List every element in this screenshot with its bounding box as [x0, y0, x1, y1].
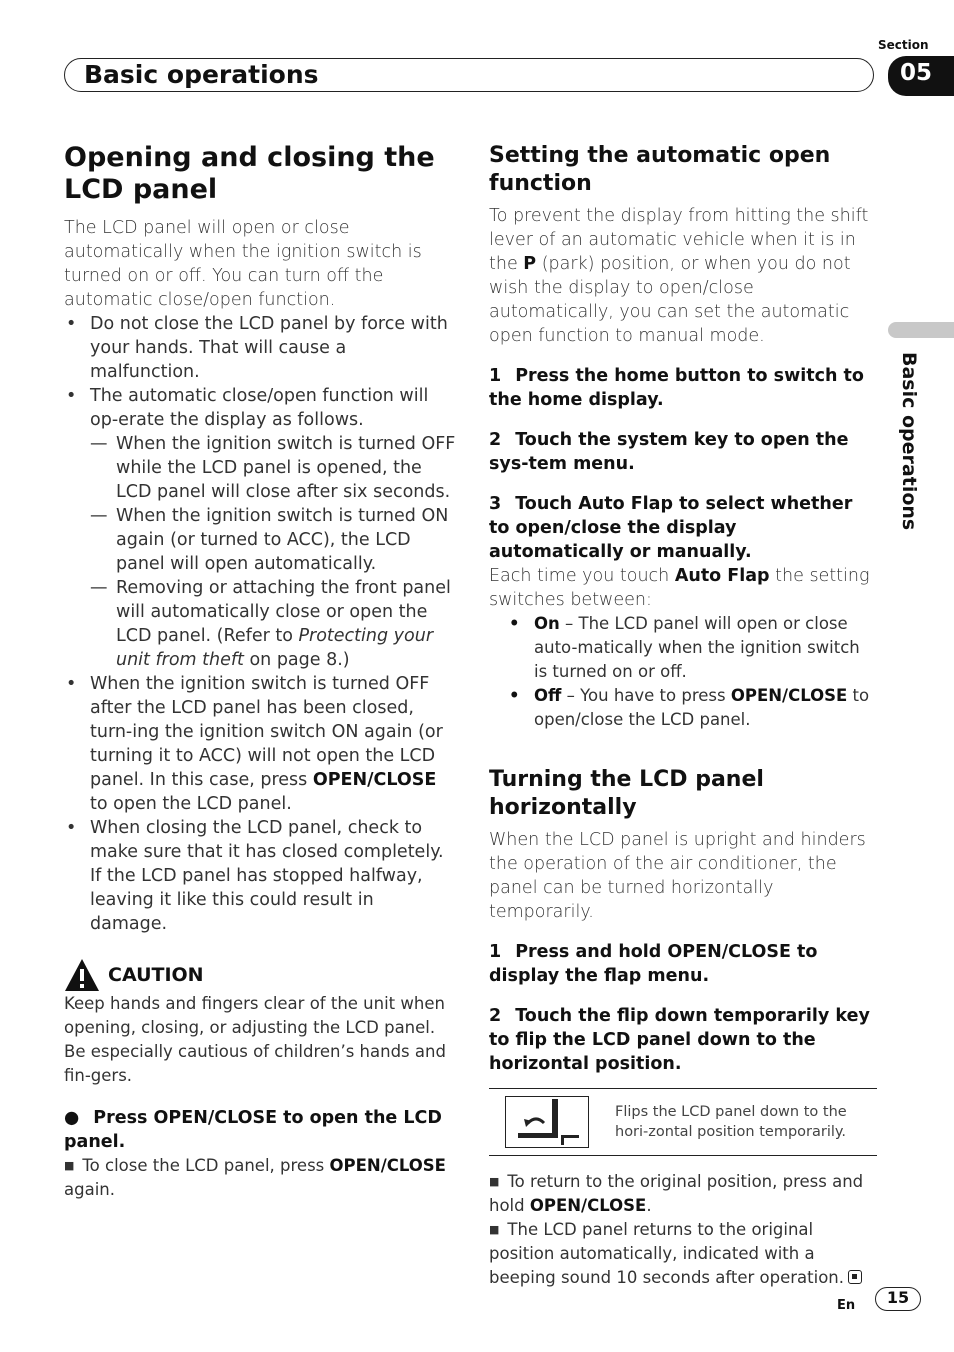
page-number: 15 [875, 1287, 921, 1311]
key-description: Flips the LCD panel down to the hori-zontal position temporarily. [615, 1104, 847, 1140]
option-on [489, 612, 877, 684]
list-item: • When closing the LCD panel, check to make sure that it has closed completely. If the LCD panel has stopped halfway, leaving it like this could result in damage. [64, 816, 456, 936]
text: Each time you touch [489, 566, 675, 586]
cross-reference-link[interactable]: Protecting your unit from theft [116, 626, 434, 670]
step-1 [489, 364, 877, 412]
step-2 [489, 1004, 877, 1076]
step-number: 2 [489, 430, 502, 450]
bullet-list [64, 312, 456, 936]
page-title: Basic operations [84, 60, 319, 89]
step-number: 2 [489, 1006, 502, 1026]
park-label: P [523, 254, 537, 274]
heading-opening-closing: Opening and closing the LCD panel [64, 142, 435, 205]
step-text: Press and hold OPEN/CLOSE to display the flap menu. [489, 942, 818, 986]
option-off [489, 684, 877, 732]
note-text: To close the LCD panel, press [82, 1156, 330, 1175]
list-item-text: When the ignition switch is turned OFF after the LCD panel has been closed, turn-ing the ignition switch ON again (or turning it to ACC) will not open the LCD panel. In this case, press [90, 674, 443, 790]
dash-item [90, 576, 456, 672]
key-table [489, 1088, 877, 1156]
step-text: Touch Auto Flap to select whether to open/close the display automatically or manually. [489, 494, 853, 562]
section-number: 05 [888, 56, 954, 96]
key-name: OPEN/CLOSE [529, 1196, 647, 1215]
note-auto-return [489, 1218, 877, 1290]
option-text: – You have to press [561, 686, 731, 705]
dash-item: — When the ignition switch is turned ON again (or turned to ACC), the LCD panel will open automatically. [90, 504, 456, 576]
step-text: Touch the flip down temporarily key to flip the LCD panel down to the horizontal position. [489, 1006, 870, 1074]
dash-item-text: on page 8.) [243, 650, 350, 670]
note-close-lcd [64, 1154, 456, 1202]
list-item [64, 384, 456, 672]
step-text: Press OPEN/CLOSE to open the LCD panel. [64, 1108, 442, 1152]
caution-title: CAUTION [108, 964, 204, 986]
dash-list [90, 432, 456, 672]
step-number: 3 [489, 494, 502, 514]
square-bullet-icon: ■ [489, 1175, 500, 1188]
step-marker: ● [64, 1108, 80, 1128]
side-tab-label: Basic operations [898, 352, 920, 531]
side-tab-marker [888, 322, 954, 338]
note-text: again. [64, 1180, 115, 1199]
language-label: En [837, 1298, 856, 1313]
list-item-text: The automatic close/open function will op-erate the display as follows. [90, 386, 429, 430]
step-text: Press the home button to switch to the home display. [489, 366, 864, 410]
key-name: OPEN/CLOSE [312, 770, 437, 790]
step-number: 1 [489, 366, 502, 386]
step-1 [489, 940, 877, 988]
option-text: – The LCD panel will open or close auto-matically when the ignition switch is turned on or off. [534, 614, 860, 681]
list-item [64, 672, 456, 816]
note-text: The LCD panel returns to the original position automatically, indicated with a beeping sound 10 seconds after operation. [489, 1220, 845, 1287]
square-bullet-icon: ■ [64, 1159, 75, 1172]
option-label: Off [534, 686, 562, 705]
step-number: 1 [489, 942, 502, 962]
caution-text: Keep hands and fingers clear of the unit when opening, closing, or adjusting the LCD panel. Be especially cautious of children’s hands and fin-gers. [64, 994, 446, 1085]
note-text: To return to the original position, press and hold [489, 1172, 864, 1215]
square-bullet-icon: ■ [489, 1223, 500, 1236]
auto-flap-explanation [489, 564, 877, 612]
heading-auto-open: Setting the automatic open function [489, 143, 831, 196]
intro-paragraph [489, 204, 877, 348]
note-text: . [646, 1196, 652, 1215]
text: the setting switches between: [489, 566, 870, 610]
intro-text: (park) position, or when you do not wish the display to open/close automatically, you can set the automatic open function to manual mode. [489, 254, 851, 346]
end-mark-icon [848, 1270, 862, 1284]
list-item: • Do not close the LCD panel by force with your hands. That will cause a malfunction. [64, 312, 456, 384]
step-2 [489, 428, 877, 476]
intro-paragraph: When the LCD panel is upright and hinders the operation of the air conditioner, the panel can be turned horizontally temporarily. [489, 830, 866, 922]
option-text: to open/close the LCD panel. [534, 686, 870, 729]
caution-header [64, 958, 456, 992]
note-return [489, 1170, 877, 1218]
key-name: Auto Flap [674, 566, 770, 586]
option-list [489, 612, 877, 732]
flip-down-icon [506, 1097, 588, 1147]
flip-down-key-icon[interactable] [505, 1096, 589, 1148]
option-label: On [534, 614, 560, 633]
intro-text: To prevent the display from hitting the shift lever of an automatic vehicle when it is in the [489, 206, 869, 274]
key-name: OPEN/CLOSE [329, 1156, 446, 1175]
step-3 [489, 492, 877, 564]
step-open-lcd [64, 1106, 456, 1154]
dash-item-text: Removing or attaching the front panel will automatically close or open the LCD panel. (Refer to [116, 578, 451, 646]
intro-paragraph: The LCD panel will open or close automatically when the ignition switch is turned on or off. You can turn off the automatic close/open function. [64, 218, 422, 310]
step-text: Touch the system key to open the sys-tem menu. [489, 430, 849, 474]
list-item-text: to open the LCD panel. [90, 794, 292, 814]
section-label: Section [878, 38, 929, 52]
left-column [64, 142, 456, 1202]
heading-turn-horizontal: Turning the LCD panel horizontally [489, 767, 764, 820]
warning-icon [64, 958, 100, 992]
key-name: OPEN/CLOSE [730, 686, 848, 705]
right-column [489, 142, 877, 1290]
dash-item: — When the ignition switch is turned OFF while the LCD panel is opened, the LCD panel will close after six seconds. [90, 432, 456, 504]
